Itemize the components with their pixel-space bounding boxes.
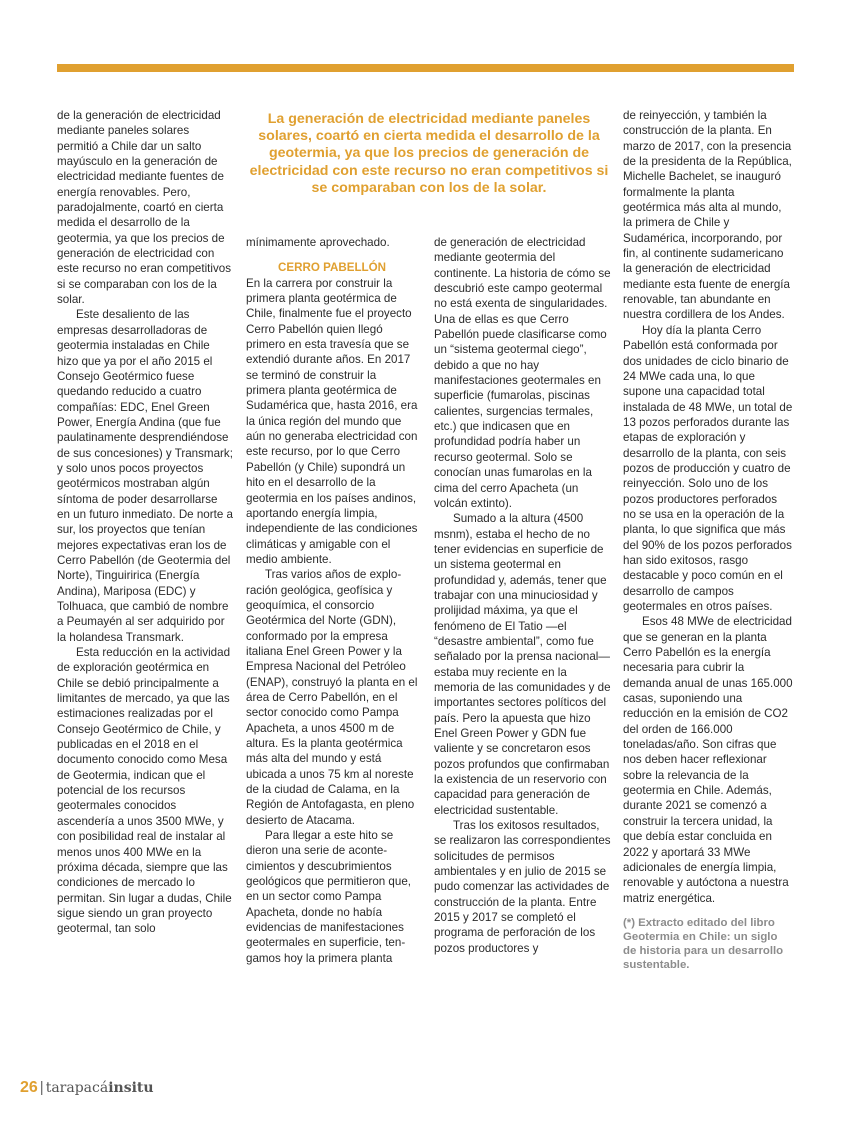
paragraph: de generación de electricidad mediante geotermia del continente. La historia de cómo se descubrió este campo geotermal no está exenta de singularidades. Una de ellas es que Cerro Pabellón puede clasificarse como un “sistema geotermal ciego”, debido a que no hay manifestaciones geotermales en superficie (fumarolas, piscinas calientes, surgencias termales, etc.) que indicasen que en profundidad podría haber un recurso geotermal. Solo se conocían unas fumarolas en la cima del cerro Apacheta (un volcán extinto). xyxy=(434,236,611,510)
text-column-4 xyxy=(623,108,793,972)
paragraph: de reinyección, y también la construcción de la planta. En marzo de 2017, con la presencia de la presidenta de la República, Michelle Bachelet, se inauguró formalmente la planta geotérmica más alta al mundo, la primera de Chile y Sudamérica, incorporando, por fin, al continente sudamericano la generación de electricidad mediante esta fuente de energía renovable, tan abundante en nuestra cordillera de los Andes. xyxy=(623,109,792,322)
page-footer xyxy=(20,1078,154,1098)
page-number: 26 xyxy=(20,1079,38,1096)
paragraph: Hoy día la planta Cerro Pabellón está conformada por dos unidades de ciclo binario de 24 MWe cada una, lo que supone una capacidad total instalada de 48 MWe, un total de 13 pozos perforados durante las etapas de exploración y desarrollo de la planta, con seis pozos de producción y cuatro de reinyección. Solo uno de los pozos productores perforados no se usa en la operación de la planta, lo que significa que más del 90% de los pozos perforados han sido exitosos, rasgo destacable y poco común en el desarrollo de campos geotermales en otros países. xyxy=(623,323,793,613)
paragraph: Sumado a la altura (4500 msnm), estaba el hecho de no tener evidencias en superficie de un sistema geotermal en profundidad y, además, tener que trabajar con una minuciosidad y prolijidad máxima, ya que el fenómeno de El Tatio —el “desastre ambiental”, como fue señalado por la prensa nacional— estaba muy reciente en la memoria de las comunidades y de importantes sectores políticos del país. Pero la apuesta que hizo Enel Green Power y GDN fue valiente y se concretaron esos pozos profundos que confirmaban la existencia de un reservorio con capacidad para generación de electricidad sustentable. xyxy=(434,512,611,817)
paragraph: Esta reducción en la actividad de exploración geotérmica en Chile se debió principalmente a limitantes de mercado, ya que las estimaciones realizadas por el Consejo Geotérmico de Chile, y publicadas en el 2018 en el documento conocido como Mesa de Geotermia, indican que el potencial de los recursos geotermales conocidos ascendería a unos 3500 MWe, y con posibilidad real de instalar al menos unos 400 MWe en la próxima década, siempre que las condiciones de mercado lo permitan. Sin lugar a dudas, Chile sigue siendo un gran proyecto geotermal, tan solo xyxy=(57,646,232,936)
footnote: (*) Extracto editado del libro Geotermia en Chile: un siglo de historia para un desarrollo sustentable. xyxy=(623,916,784,971)
text-column-2 xyxy=(246,235,418,966)
paragraph: Tras los exitosos resultados, se realizaron las correspondientes solicitudes de permisos ambientales y en julio de 2015 se pudo comenzar las actividades de construcción de la planta. Entre 2015 y 2017 se completó el programa de perforación de los pozos productores y xyxy=(434,819,611,955)
paragraph: mínimamente aprovechado. xyxy=(246,236,390,249)
paragraph: En la carrera por construir la primera planta geotérmica de Chile, finalmente fue el proyecto Cerro Pabellón quien llegó primero en esta travesía que se extendió durante años. En 2017 se terminó de construir la primera planta geotérmica de Sudamérica que, hasta 2016, era la única región del mundo que aún no generaba electricidad con este recurso, por lo que Cerro Pabellón (y Chile) supondrá un hito en el desarrollo de la geotermia en los países andinos, aportando energía limpia, independiente de las condiciones climáticas y amigable con el medio ambiente. xyxy=(246,276,418,566)
paragraph: Este desaliento de las empresas desarrolladoras de geotermia instaladas en Chile hizo que ya por el año 2015 el Consejo Geotérmico fuese quedando reducido a cuatro compañías: EDC, Enel Green Power, Energía Andina (que fue paulatinamente desprendiéndose de sus concesiones) y Transmark; y solo unos pocos proyectos geotérmicos mostraban algún síntoma de poder desarrollarse en un futuro inmediato. De norte a sur, los proyectos que tenían mejores expectativas eran los de Cerro Pabellón (de Geotermia del Norte), Tinguiririca (Energía Andina), Mariposa (EDC) y Tolhuaca, que cambió de nombre a Peumayén al ser adquirido por la holandesa Transmark. xyxy=(57,308,233,644)
magazine-brand-bold: insitu xyxy=(108,1080,154,1096)
paragraph: Esos 48 MWe de electricidad que se generan en la planta Cerro Pabellón es la energía necesaria para cubrir la demanda anual de unas 165.000 casas, suponiendo una reducción en la emisión de CO2 del orden de 166.000 toneladas/año. Son cifras que nos deben hacer reflexionar sobre la relevancia de la geotermia en Chile. Además, durante 2021 se comenzó a construir la tercera unidad, la que debía estar concluida en 2022 y aportará 33 MWe adicionales de energía limpia, renovable y autóctona a nuestra matriz energética. xyxy=(623,615,793,905)
text-column-3 xyxy=(434,235,612,956)
footer-separator: | xyxy=(39,1079,44,1096)
pull-quote: La generación de electricidad mediante paneles solares, coartó en cierta medida el desarrollo de la geotermia, ya que los precios de generación de electricidad con este recurso no eran competitivos si se comparaban con los de la solar. xyxy=(249,111,609,196)
text-column-1 xyxy=(57,108,233,937)
section-heading: CERRO PABELLÓN xyxy=(278,261,386,275)
top-accent-bar xyxy=(57,64,794,72)
magazine-brand-light: tarapacá xyxy=(45,1080,109,1096)
paragraph: Tras varios años de exploración geológica, geofísica y geoquímica, el consorcio Geotérmica del Norte (GDN), conformado por la empresa italiana Enel Green Power y la Empresa Nacional del Petróleo (ENAP), construyó la planta en el área de Cerro Pabellón, en el sector conocido como Pampa Apacheta, a unos 4500 m de altura. Es la planta geotérmica más alta del mundo y está ubicada a unos 75 km al noreste de la ciudad de Calama, en la Región de Antofagasta, en pleno desierto de Atacama. xyxy=(246,568,418,827)
paragraph: de la generación de electricidad mediante paneles solares permitió a Chile dar un salto mayúsculo en la generación de electricidad mediante fuentes de energía renovables. Pero, paradojalmente, coartó en cierta medida el desarrollo de la geotermia, ya que los precios de generación de electricidad con este recurso no eran competitivos si se comparaban con los de la solar. xyxy=(57,109,231,307)
paragraph: Para llegar a este hito se dieron una serie de acontecimientos y descubrimientos geológicos que permitieron que, en un sector como Pampa Apacheta, donde no había evidencias de manifestaciones geotermales en superficie, tengamos hoy la primera planta xyxy=(246,829,411,965)
